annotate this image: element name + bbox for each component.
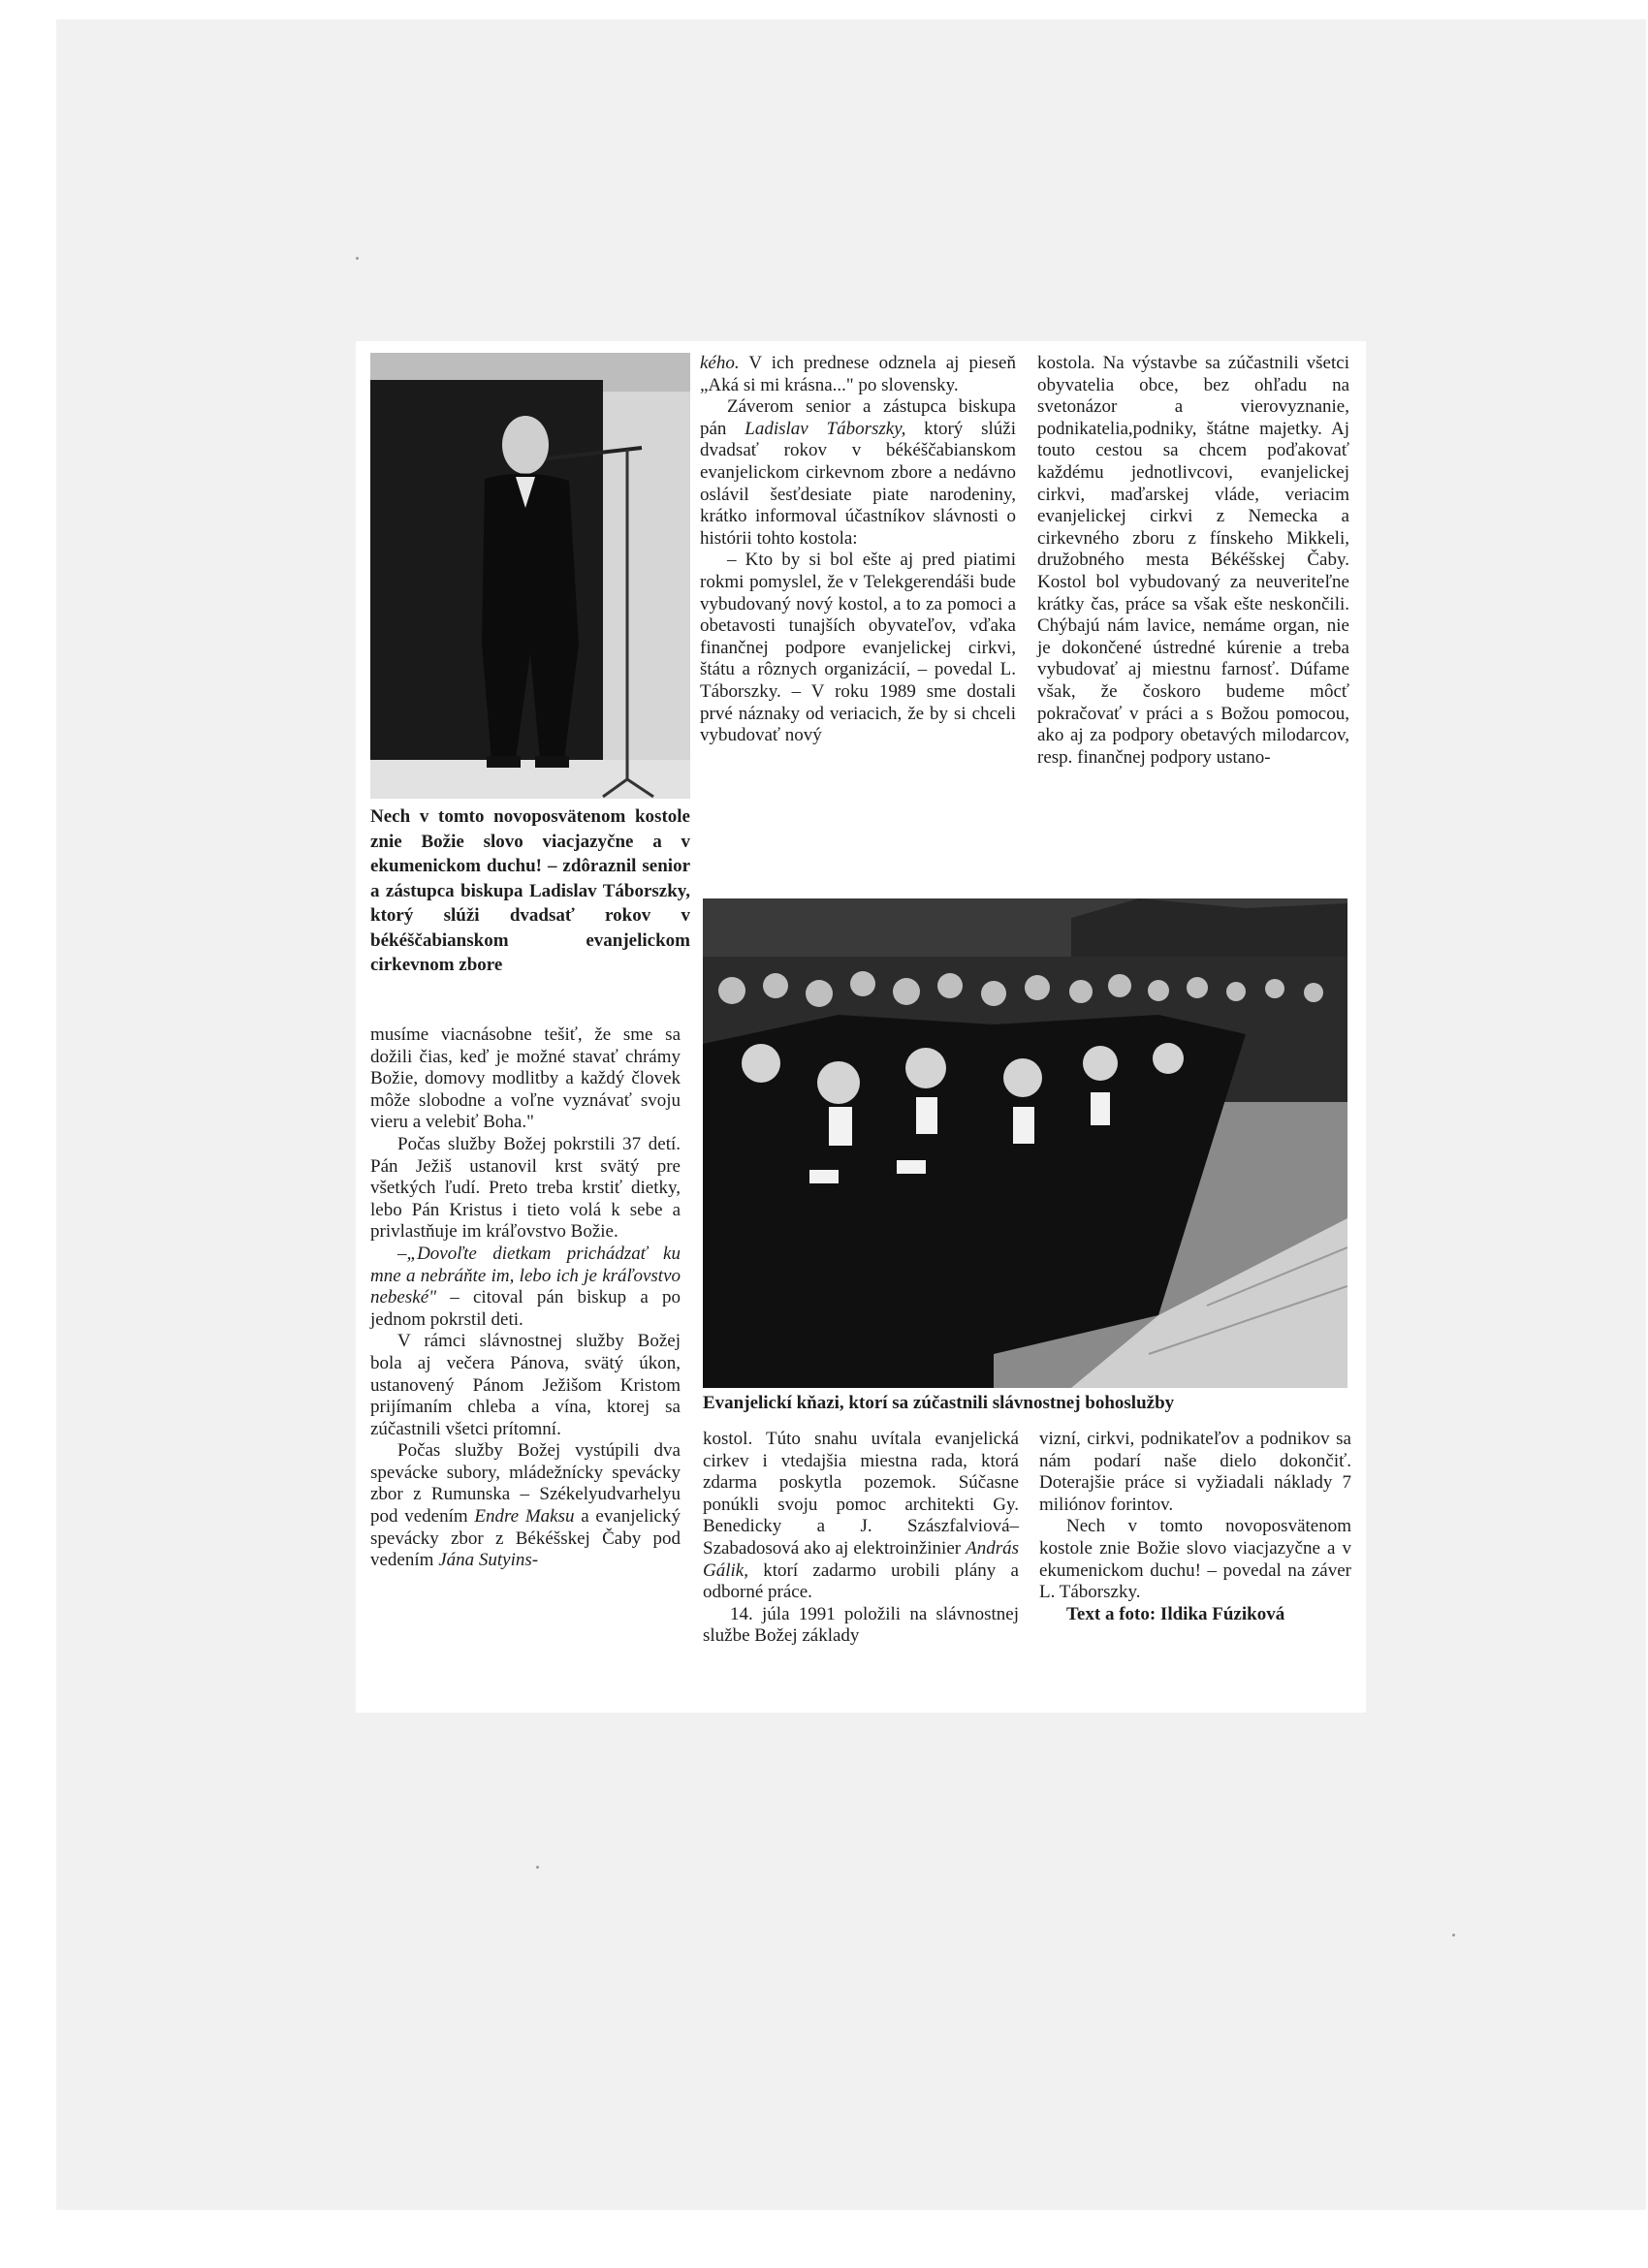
paragraph: musíme viacnásobne tešiť, že sme sa dožili čias, keď je možné stavať chrámy Božie, domovy modlitby a každý človek môže slobodne a voľne vyznávať svoju vieru a velebiť Boha." [370, 1024, 681, 1133]
crowd-caption: Evanjelickí kňazi, ktorí sa zúčastnili slávnostnej bohoslužby [703, 1393, 1175, 1413]
paragraph: Záverom senior a zástupca biskupa pán Ladislav Táborszky, ktorý slúži dvadsať rokov v békéščabianskom evanjelickom cirkevnom zbore a nedávno oslávil šesťdesiate piate narodeniny, krátko informoval účastníkov slávnosti o histórii tohto kostola: [700, 396, 1016, 549]
quote-attribution: – citoval pán biskup a po jednom pokrstil deti. [370, 1287, 681, 1330]
paragraph: 14. júla 1991 položili na slávnostnej službe Božej základy [703, 1603, 1019, 1647]
paragraph: Nech v tomto novoposvätenom kostole znie Božie slovo viacjazyčne a v ekumenickom duchu! – povedal na záver L. Táborszky. [1039, 1516, 1351, 1603]
paragraph: V rámci slávnostnej služby Božej bola aj večera Pánova, svätý úkon, ustanovený Pánom Ježišom Kristom prijímaním chleba a vína, ktorej sa zúčastnili všetci prítomní. [370, 1331, 681, 1439]
paragraph: Počas služby Božej vystúpili dva spevácke subory, mládežnícky spevácky zbor z Rumunska – Székelyudvarhelyu pod vedením Endre Maksu a evanjelický spevácky zbor z Békéšskej Čaby pod vedením Jána Sutyins- [370, 1440, 681, 1571]
bible-quote: „Dovoľte dietkam prichádzať ku mne a nebráňte im, lebo ich je kráľovstvo nebeské" [370, 1243, 681, 1308]
column-3 [1037, 353, 1349, 769]
person-name: Endre Maksu [474, 1506, 575, 1528]
portrait-caption: Nech v tomto novoposvätenom kostole znie Božie slovo viacjazyčne a v ekumenickom duchu! – zdôraznil senior a zástupca biskupa Ladislav Táborszky, ktorý slúži dvadsať rokov v békéščabianskom evanjelickom cirkevnom zbore [370, 806, 690, 975]
quote-paragraph [370, 1244, 681, 1331]
newspaper-clipping [356, 341, 1366, 1713]
paragraph: – Kto by si bol ešte aj pred piatimi rokmi pomyslel, že v Telekgerendáši bude vybudovaný nový kostol, a to za pomoci a obetavosti tunajších obyvateľov, vďaka finančnej podpore evanjelickej cirkvi, štátu a rôznych organizácií, – povedal L. Táborszky. – V roku 1989 sme dostali prvé náznaky od veriacich, že by si chceli vybudovať nový [700, 550, 1016, 746]
scan-speck [536, 1866, 539, 1869]
paragraph: kostola. Na výstavbe sa zúčastnili všetci obyvatelia obce, bez ohľadu na svetonázor a vierovyznanie, podnikatelia,podniky, štátne majetky. Aj touto cestou sa chcem poďakovať každému jednotlivcovi, evanjelickej cirkvi, maďarskej vláde, veriacim evanjelickej cirkvi z Nemecka a cirkevného zboru z fínskeho Mikkeli, družobného mesta Békéšskej Čaby. Kostol bol vybudovaný za neuveriteľne krátky čas, práce sa však ešte neskončili. Chýbajú nám lavice, nemáme organ, nie je dokončené ústredné kúrenie a treba vybudovať aj miestnu farnosť. Dúfame však, že čoskoro budeme môcť pokračovať v práci a s Božou pomocou, ako aj za podpory obetavých milodarcov, resp. finančnej podpory ustano- [1037, 353, 1349, 768]
column-4 [703, 1429, 1019, 1648]
column-5 [1039, 1429, 1351, 1625]
person-name: András Gálik, [703, 1537, 1019, 1581]
scan-speck [1452, 1934, 1455, 1937]
paragraph: vizní, cirkvi, podnikateľov a podnikov sa nám podarí naše dielo dokončiť. Doterajšie práce si vyžiadali náklady 7 miliónov forintov. [1039, 1429, 1351, 1515]
person-name: kého. [700, 353, 740, 373]
column-1 [370, 1024, 681, 1572]
portrait-photo [370, 353, 690, 799]
person-name: Ladislav Táborszky, [745, 418, 906, 439]
column-2 [700, 353, 1016, 747]
quote-dash: – [397, 1243, 407, 1264]
author-signature: Text a foto: Ildika Fúziková [1066, 1603, 1285, 1624]
paragraph: kostol. Túto snahu uvítala evanjelická cirkev i vtedajšia miestna rada, ktorá zdarma poskytla pozemok. Súčasne ponúkli svoju pomoc architekti Gy. Benedicky a J. Szászfalviová–Szabadosová ako aj elektroinžinier András Gálik, ktorí zadarmo urobili plány a odborné práce. [703, 1429, 1019, 1603]
paragraph: Počas služby Božej pokrstili 37 detí. Pán Ježiš ustanovil krst svätý pre všetkých ľudí. Preto treba krstiť dietky, lebo Pán Kristus i tieto volá k sebe a privlastňuje im kráľovstvo Božie. [370, 1133, 681, 1243]
person-name: Jána Sutyins- [438, 1550, 539, 1571]
paragraph: kého. V ich prednese odznela aj pieseň „Aká si mi krásna..." po slovensky. [700, 353, 1016, 395]
crowd-photo [703, 898, 1347, 1388]
scan-speck [356, 257, 359, 260]
